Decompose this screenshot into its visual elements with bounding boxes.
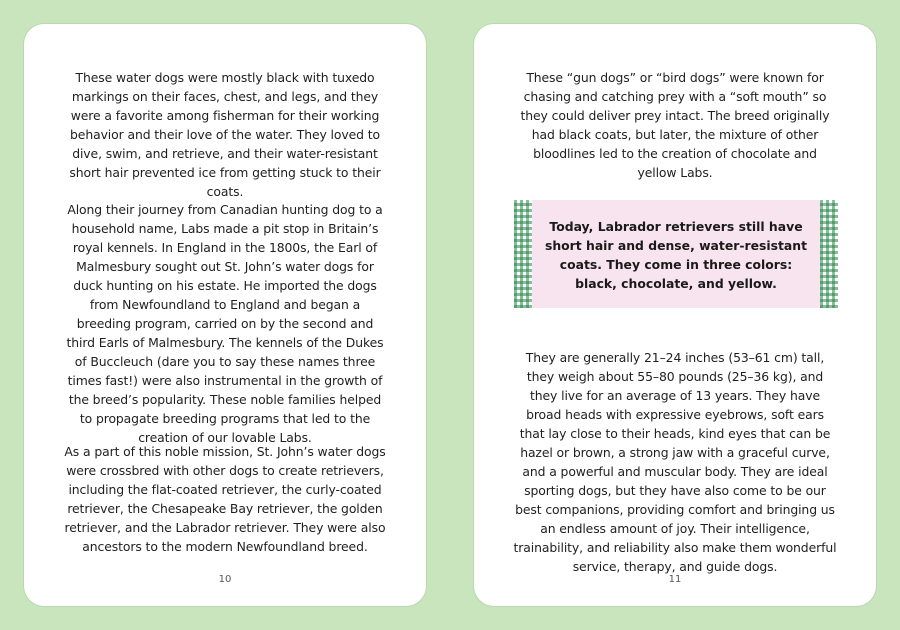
page-number-left: 10: [218, 574, 232, 585]
page-number-right: 11: [668, 574, 682, 585]
right-paragraph-1: These “gun dogs” or “bird dogs” were known for chasing and catching prey with a “soft mouth” so they could deliver prey intact. The breed originally had black coats, but later, the mixture of other bloodlines led to the creation of chocolate and yellow Labs.: [520, 70, 830, 180]
left-paragraph-2: Along their journey from Canadian hunting dog to a household name, Labs made a pit stop in Britain’s royal kennels. In England in the 1800s, the Earl of Malmesbury sought out St. John’s water dogs for duck hunting on his estate. He imported the dogs from Newfoundland to England and began a breeding program, carried on by the second and third Earls of Malmesbury. The kennels of the Dukes of Buccleuch (dare you to say these names three times fast!) were also instrumental in the growth of the breed’s popularity. These noble families helped to propagate breeding programs that led to the creation of our lovable Labs.: [66, 202, 384, 445]
right-page: [476, 26, 874, 604]
left-paragraph-1: These water dogs were mostly black with tuxedo markings on their faces, chest, and legs, and they were a favorite among fisherman for their working behavior and their love of the water. They loved to dive, swim, and retrieve, and their water-resistant short hair prevented ice from getting stuck to their coats.: [69, 70, 381, 199]
gingham-ribbon-right: [820, 200, 838, 308]
gingham-ribbon-left: [514, 200, 532, 308]
left-page: [26, 26, 424, 604]
left-paragraph-3: As a part of this noble mission, St. John’s water dogs were crossbred with other dogs to create retrievers, including the flat-coated retriever, the curly-coated retriever, the Chesapeake Bay retriever, the golden retriever, and the Labrador retriever. They were also ancestors to the modern Newfoundland breed.: [64, 444, 386, 554]
callout-text: Today, Labrador retrievers still have short hair and dense, water-resistant coats. They come in three colors: black, chocolate, and yellow.: [544, 219, 808, 291]
callout-box: [514, 200, 838, 308]
right-paragraph-2: They are generally 21–24 inches (53–61 cm) tall, they weigh about 55–80 pounds (25–36 kg), and they live for an average of 13 years. They have broad heads with expressive eyebrows, soft ears that lay close to their heads, kind eyes that can be hazel or brown, a strong jaw with a graceful curve, and a powerful and muscular body. They are ideal sporting dogs, but they have also come to be our best companions, providing comfort and bringing us an endless amount of joy. Their intelligence, trainability, and reliability also make them wonderful service, therapy, and guide dogs.: [513, 350, 837, 574]
